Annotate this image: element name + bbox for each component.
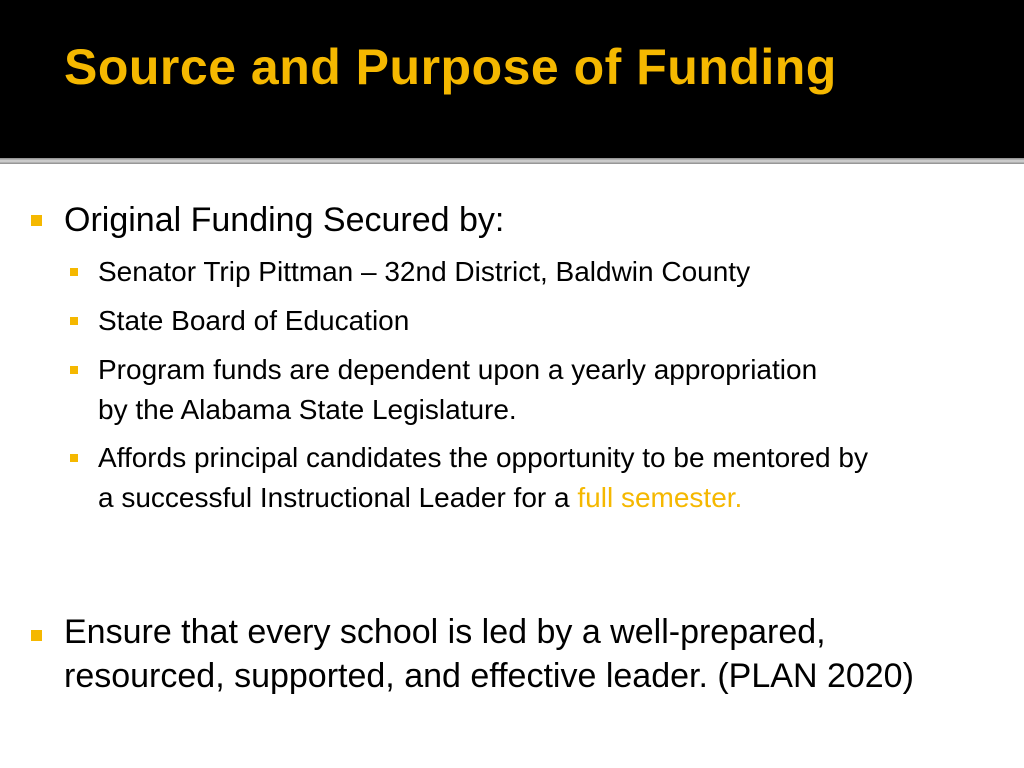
sub-bullet-square-icon [70, 317, 78, 325]
sub-bullet-program-funds: Program funds are dependent upon a yearly appropriation by the Alabama State Legislature. [98, 354, 818, 425]
sub-bullet-square-icon [70, 366, 78, 374]
sub-bullet-senator: Senator Trip Pittman – 32nd District, Baldwin County [98, 256, 751, 287]
sub-bullet-state-board: State Board of Education [98, 305, 410, 336]
sub-bullet-affords-principal [98, 438, 888, 518]
title-bar [0, 0, 1024, 158]
bullet-ensure-leader: Ensure that every school is led by a well-prepared, resourced, supported, and effective leader. (PLAN 2020) [64, 613, 914, 695]
highlight-full-semester: full semester. [577, 482, 743, 513]
sub-bullet-square-icon [70, 454, 78, 462]
sub-bullet-affords-text: Affords principal candidates the opportunity to be mentored by a successful Instructional Leader for a [98, 442, 868, 513]
slide-title: Source and Purpose of Funding [64, 39, 837, 95]
sub-bullet-square-icon [70, 268, 78, 276]
bullet-original-funding: Original Funding Secured by: [64, 201, 505, 239]
slide-body [0, 164, 1024, 768]
bullet-square-icon [31, 215, 42, 226]
bullet-square-icon [31, 630, 42, 641]
